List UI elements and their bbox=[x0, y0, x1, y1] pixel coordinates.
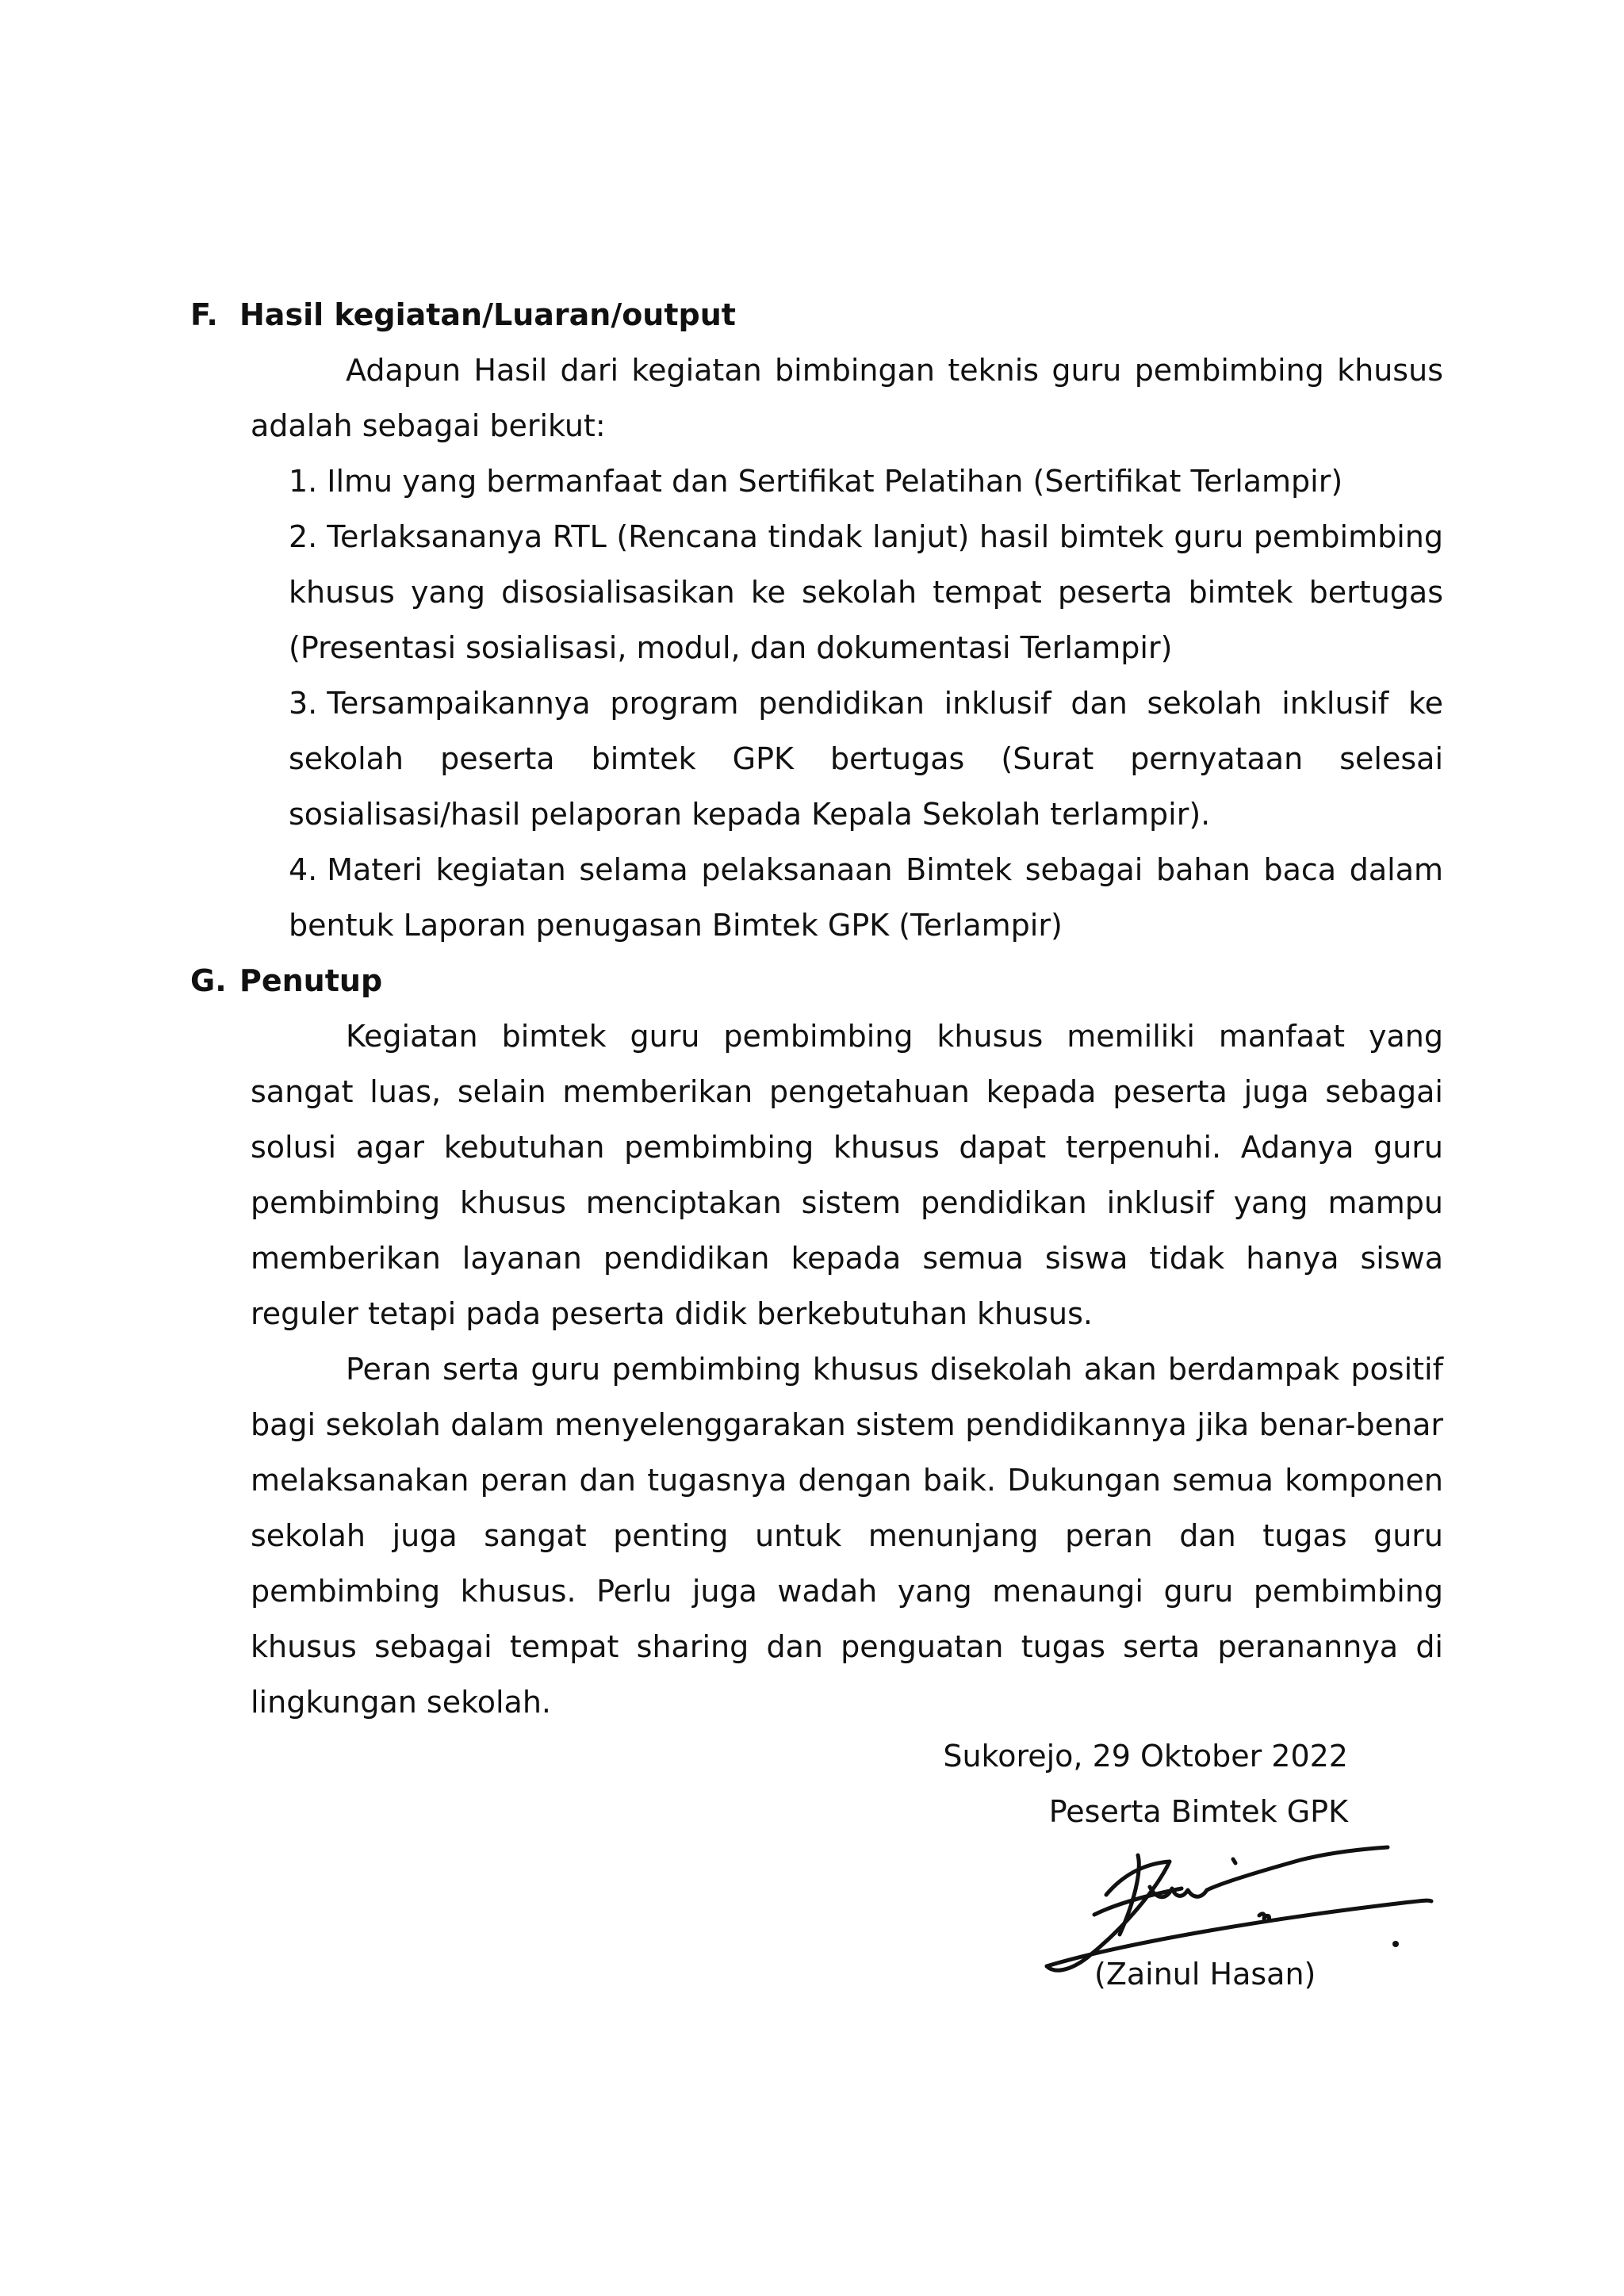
list-item bbox=[289, 453, 1443, 509]
list-text: Materi kegiatan selama pelaksanaan Bimtek sebagai bahan baca dalam bentuk Laporan penugasan Bimtek GPK (Terlampir) bbox=[289, 852, 1443, 943]
closing-paragraph: Kegiatan bimtek guru pembimbing khusus memiliki manfaat yang sangat luas, selain memberikan pengetahuan kepada peserta juga sebagai solusi agar kebutuhan pembimbing khusus dapat terpenuhi. Adanya guru pembimbing khusus menciptakan sistem pendidikan inklusif yang mampu memberikan layanan pendidikan kepada semua siswa tidak hanya siswa reguler tetapi pada peserta didik berkebutuhan khusus. bbox=[251, 1019, 1443, 1331]
place-date: Sukorejo, 29 Oktober 2022 bbox=[943, 1739, 1348, 1774]
section-title: Penutup bbox=[239, 963, 383, 998]
section-title: Hasil kegiatan/Luaran/output bbox=[239, 297, 736, 332]
list-number: 3. bbox=[289, 686, 318, 721]
signer-role: Peserta Bimtek GPK bbox=[1048, 1794, 1348, 1829]
list-number: 2. bbox=[289, 519, 318, 554]
list-text: Terlaksananya RTL (Rencana tindak lanjut) hasil bimtek guru pembimbing khusus yang disosialisasikan ke sekolah tempat peserta bimtek bertugas (Presentasi sosialisasi, modul, dan dokumentasi Terlampir) bbox=[289, 519, 1443, 665]
section-letter: F. bbox=[190, 297, 218, 332]
closing-paragraph: Peran serta guru pembimbing khusus disekolah akan berdampak positif bagi sekolah dalam menyelenggarakan sistem pendidikannya jika benar-benar melaksanakan peran dan tugasnya dengan baik. Dukungan semua komponen sekolah juga sangat penting untuk menunjang peran dan tugas guru pembimbing khusus. Perlu juga wadah yang menaungi guru pembimbing khusus sebagai tempat sharing dan penguatan tugas serta peranannya di lingkungan sekolah. bbox=[251, 1352, 1443, 1720]
section-letter: G. bbox=[190, 963, 227, 998]
list-text: Ilmu yang bermanfaat dan Sertifikat Pelatihan (Sertifikat Terlampir) bbox=[327, 464, 1343, 499]
signer-name: (Zainul Hasan) bbox=[1094, 1957, 1316, 1992]
list-number: 1. bbox=[289, 464, 318, 499]
document-body bbox=[190, 287, 1443, 1730]
list-item bbox=[289, 842, 1443, 953]
list-item bbox=[289, 509, 1443, 675]
results-list bbox=[289, 453, 1443, 953]
signature-block bbox=[936, 1728, 1348, 1839]
section-body-g bbox=[251, 1008, 1443, 1730]
list-text: Tersampaikannya program pendidikan inklusif dan sekolah inklusif ke sekolah peserta bimtek GPK bertugas (Surat pernyataan selesai sosialisasi/hasil pelaporan kepada Kepala Sekolah terlampir). bbox=[289, 686, 1443, 832]
section-body-f bbox=[251, 342, 1443, 953]
section-intro: Adapun Hasil dari kegiatan bimbingan teknis guru pembimbing khusus adalah sebagai berikut: bbox=[251, 353, 1443, 443]
list-number: 4. bbox=[289, 852, 318, 887]
section-heading-f bbox=[190, 287, 1443, 342]
section-heading-g bbox=[190, 953, 1443, 1008]
list-item bbox=[289, 675, 1443, 842]
